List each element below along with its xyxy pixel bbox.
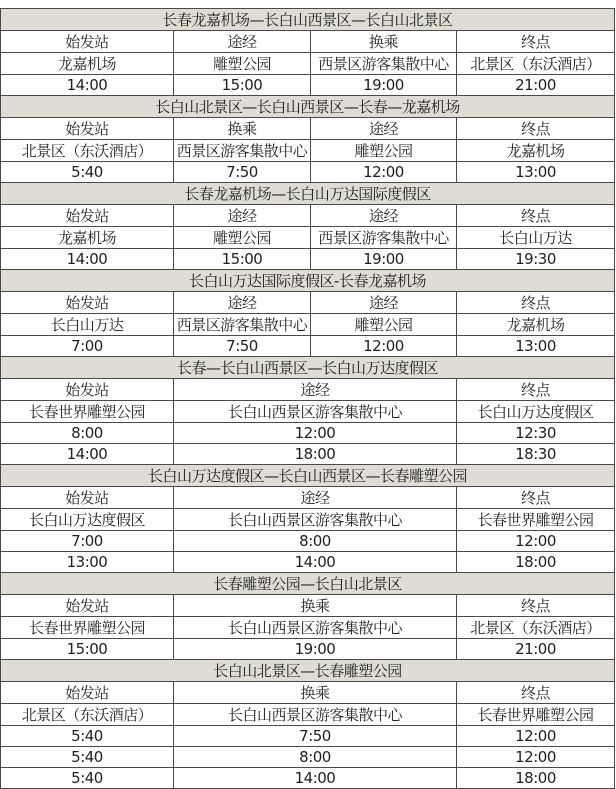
column-header: 换乘 [311, 31, 457, 53]
column-header: 途经 [174, 379, 457, 401]
table-cell: 长白山万达度假区 [457, 401, 615, 423]
table-cell: 19:00 [311, 249, 457, 270]
column-header: 终点 [457, 31, 615, 53]
table-cell: 7:50 [174, 336, 311, 357]
table-cell: 12:00 [311, 336, 457, 357]
table-cell: 18:00 [457, 768, 615, 789]
table-row [1, 617, 615, 639]
route-title: 长春—长白山西景区—长白山万达度假区 [1, 357, 615, 379]
column-header: 始发站 [1, 595, 174, 617]
column-header: 始发站 [1, 118, 174, 140]
table-cell: 12:00 [457, 531, 615, 552]
table-cell: 西景区游客集散中心 [311, 53, 457, 75]
table-row [1, 336, 615, 357]
table-cell: 14:00 [1, 75, 174, 96]
table-cell: 西景区游客集散中心 [174, 314, 311, 336]
table-cell: 8:00 [1, 423, 174, 444]
table-cell: 长白山西景区游客集散中心 [174, 704, 457, 726]
column-header: 终点 [457, 292, 615, 314]
table-cell: 15:00 [174, 249, 311, 270]
column-header: 途经 [311, 205, 457, 227]
table-cell: 15:00 [174, 75, 311, 96]
table-row [1, 140, 615, 162]
route-title: 长白山万达度假区—长白山西景区—长春雕塑公园 [1, 465, 615, 487]
table-cell: 13:00 [457, 336, 615, 357]
route-title: 长白山北景区—长春雕塑公园 [1, 660, 615, 682]
table-cell: 长春世界雕塑公园 [1, 401, 174, 423]
table-cell: 龙嘉机场 [457, 314, 615, 336]
table-row [1, 747, 615, 768]
table-cell: 龙嘉机场 [1, 227, 174, 249]
column-header: 途经 [311, 292, 457, 314]
bus-schedule-table [0, 8, 615, 789]
table-row [1, 704, 615, 726]
table-cell: 北景区（东沃酒店） [1, 704, 174, 726]
column-header-row [1, 292, 615, 314]
table-cell: 21:00 [457, 75, 615, 96]
table-cell: 5:40 [1, 768, 174, 789]
column-header: 途经 [311, 118, 457, 140]
route-title-row [1, 183, 615, 205]
column-header-row [1, 31, 615, 53]
table-row [1, 639, 615, 660]
route-title: 长白山北景区—长白山西景区—长春—龙嘉机场 [1, 96, 615, 118]
table-cell: 13:00 [1, 552, 174, 573]
table-cell: 19:30 [457, 249, 615, 270]
table-cell: 雕塑公园 [311, 314, 457, 336]
column-header: 始发站 [1, 31, 174, 53]
route-title-row [1, 9, 615, 31]
table-cell: 长春世界雕塑公园 [457, 509, 615, 531]
table-cell: 雕塑公园 [174, 227, 311, 249]
table-cell: 12:30 [457, 423, 615, 444]
table-cell: 8:00 [174, 747, 457, 768]
schedule-body [1, 9, 615, 789]
column-header: 始发站 [1, 379, 174, 401]
column-header-row [1, 487, 615, 509]
route-title-row [1, 573, 615, 595]
table-row [1, 768, 615, 789]
table-cell: 长白山万达 [1, 314, 174, 336]
table-cell: 长白山西景区游客集散中心 [174, 617, 457, 639]
column-header: 终点 [457, 682, 615, 704]
table-cell: 12:00 [311, 162, 457, 183]
table-cell: 8:00 [174, 531, 457, 552]
table-cell: 西景区游客集散中心 [311, 227, 457, 249]
table-cell: 7:00 [1, 336, 174, 357]
column-header: 途经 [174, 205, 311, 227]
table-cell: 长白山西景区游客集散中心 [174, 401, 457, 423]
table-row [1, 249, 615, 270]
column-header: 换乘 [174, 682, 457, 704]
table-cell: 21:00 [457, 639, 615, 660]
table-cell: 18:00 [457, 552, 615, 573]
column-header: 始发站 [1, 487, 174, 509]
column-header-row [1, 118, 615, 140]
table-cell: 14:00 [1, 444, 174, 465]
route-title: 长白山万达国际度假区-长春龙嘉机场 [1, 270, 615, 292]
table-cell: 19:00 [311, 75, 457, 96]
table-row [1, 314, 615, 336]
table-cell: 19:00 [174, 639, 457, 660]
column-header-row [1, 379, 615, 401]
table-row [1, 509, 615, 531]
column-header: 终点 [457, 595, 615, 617]
table-cell: 15:00 [1, 639, 174, 660]
column-header: 换乘 [174, 118, 311, 140]
table-cell: 13:00 [457, 162, 615, 183]
column-header-row [1, 205, 615, 227]
route-title-row [1, 660, 615, 682]
table-cell: 5:40 [1, 726, 174, 747]
route-title-row [1, 96, 615, 118]
table-cell: 7:50 [174, 162, 311, 183]
table-row [1, 531, 615, 552]
table-cell: 长春世界雕塑公园 [1, 617, 174, 639]
column-header: 终点 [457, 205, 615, 227]
table-cell: 18:30 [457, 444, 615, 465]
table-row [1, 444, 615, 465]
route-title-row [1, 270, 615, 292]
table-cell: 14:00 [174, 552, 457, 573]
table-row [1, 423, 615, 444]
route-title: 长春龙嘉机场—长白山西景区—长白山北景区 [1, 9, 615, 31]
column-header: 终点 [457, 118, 615, 140]
column-header: 始发站 [1, 682, 174, 704]
table-cell: 12:00 [174, 423, 457, 444]
column-header: 途经 [174, 487, 457, 509]
table-cell: 西景区游客集散中心 [174, 140, 311, 162]
column-header: 途经 [174, 292, 311, 314]
column-header: 终点 [457, 379, 615, 401]
table-cell: 长白山万达度假区 [1, 509, 174, 531]
table-row [1, 552, 615, 573]
column-header-row [1, 595, 615, 617]
table-cell: 长白山万达 [457, 227, 615, 249]
table-cell: 12:00 [457, 726, 615, 747]
table-cell: 18:00 [174, 444, 457, 465]
table-row [1, 726, 615, 747]
table-cell: 7:50 [174, 726, 457, 747]
table-cell: 7:00 [1, 531, 174, 552]
table-cell: 雕塑公园 [174, 53, 311, 75]
column-header: 终点 [457, 487, 615, 509]
table-cell: 长春世界雕塑公园 [457, 704, 615, 726]
column-header: 始发站 [1, 292, 174, 314]
route-title: 长春龙嘉机场—长白山万达国际度假区 [1, 183, 615, 205]
column-header: 途经 [174, 31, 311, 53]
route-title-row [1, 357, 615, 379]
table-row [1, 227, 615, 249]
table-cell: 14:00 [1, 249, 174, 270]
table-cell: 雕塑公园 [311, 140, 457, 162]
table-cell: 12:00 [457, 747, 615, 768]
table-row [1, 401, 615, 423]
route-title-row [1, 465, 615, 487]
table-row [1, 75, 615, 96]
column-header: 始发站 [1, 205, 174, 227]
table-cell: 龙嘉机场 [1, 53, 174, 75]
table-cell: 5:40 [1, 747, 174, 768]
table-cell: 北景区（东沃酒店） [457, 617, 615, 639]
table-cell: 北景区（东沃酒店） [457, 53, 615, 75]
table-cell: 龙嘉机场 [457, 140, 615, 162]
table-row [1, 53, 615, 75]
route-title: 长春雕塑公园—长白山北景区 [1, 573, 615, 595]
table-cell: 5:40 [1, 162, 174, 183]
column-header-row [1, 682, 615, 704]
table-row [1, 162, 615, 183]
table-cell: 14:00 [174, 768, 457, 789]
table-cell: 长白山西景区游客集散中心 [174, 509, 457, 531]
table-cell: 北景区（东沃酒店） [1, 140, 174, 162]
column-header: 换乘 [174, 595, 457, 617]
